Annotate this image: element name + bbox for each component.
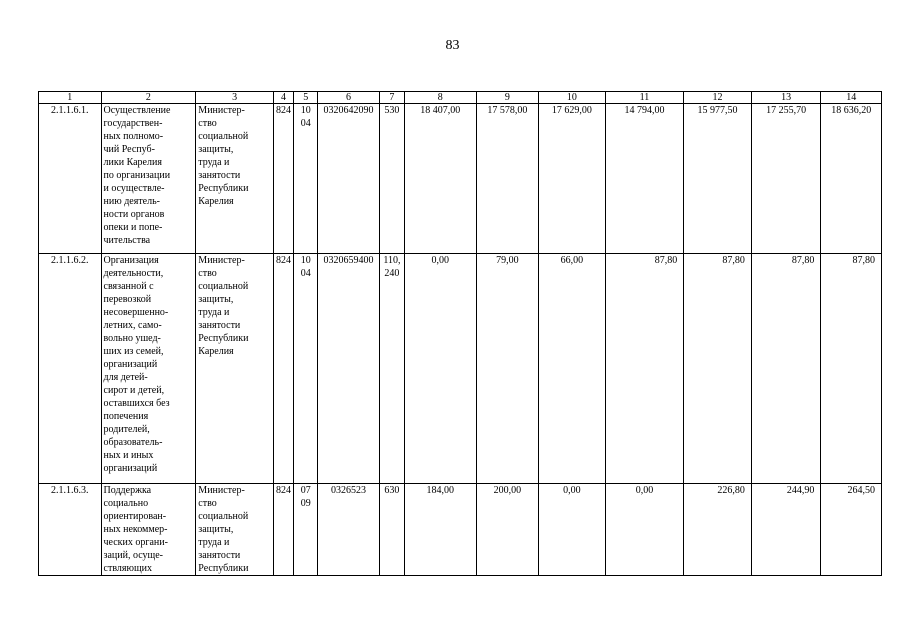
row-expense-type: 630: [379, 484, 404, 576]
row-grbs: 824: [273, 254, 293, 484]
row-expense-type: 110, 240: [379, 254, 404, 484]
row-code: 2.1.1.6.1.: [39, 104, 102, 254]
row-name: Поддержка социально ориентирован- ных некоммер- ческих органи- заций, осуще- ствляющих: [101, 484, 196, 576]
row-value-col9: 200,00: [476, 484, 539, 576]
row-value-col10: 66,00: [539, 254, 606, 484]
header-row: [39, 92, 882, 104]
column-header: 7: [379, 92, 404, 104]
row-value-col8: 184,00: [404, 484, 476, 576]
table-row: [39, 254, 882, 484]
row-value-col13: 87,80: [751, 254, 821, 484]
row-expense-type: 530: [379, 104, 404, 254]
row-ministry: Министер- ство социальной защиты, труда и занятости Республики Карелия: [196, 254, 274, 484]
row-target-article: 0326523: [318, 484, 380, 576]
column-header: 14: [821, 92, 882, 104]
row-section: 10 04: [294, 254, 318, 484]
column-header: 13: [751, 92, 821, 104]
row-value-col13: 244,90: [751, 484, 821, 576]
column-header: 5: [294, 92, 318, 104]
row-name: Осуществление государствен- ных полномо- чий Респуб- лики Карелия по организации и осуществле- нию деятель- ности органов опеки и попе- чительства: [101, 104, 196, 254]
row-value-col12: 226,80: [684, 484, 752, 576]
column-header: 1: [39, 92, 102, 104]
column-header: 9: [476, 92, 539, 104]
row-target-article: 0320659400: [318, 254, 380, 484]
column-header: 4: [273, 92, 293, 104]
row-code: 2.1.1.6.3.: [39, 484, 102, 576]
row-value-col10: 17 629,00: [539, 104, 606, 254]
column-header: 6: [318, 92, 380, 104]
row-value-col8: 0,00: [404, 254, 476, 484]
row-value-col14: 87,80: [821, 254, 882, 484]
budget-table: [38, 91, 882, 576]
row-section: 10 04: [294, 104, 318, 254]
column-header: 2: [101, 92, 196, 104]
row-value-col11: 14 794,00: [605, 104, 684, 254]
column-header: 12: [684, 92, 752, 104]
row-value-col14: 264,50: [821, 484, 882, 576]
row-value-col11: 87,80: [605, 254, 684, 484]
column-header: 3: [196, 92, 274, 104]
row-target-article: 0320642090: [318, 104, 380, 254]
row-value-col12: 15 977,50: [684, 104, 752, 254]
row-value-col12: 87,80: [684, 254, 752, 484]
table-row: [39, 104, 882, 254]
row-ministry: Министер- ство социальной защиты, труда и занятости Республики Карелия: [196, 104, 274, 254]
row-value-col9: 17 578,00: [476, 104, 539, 254]
row-value-col11: 0,00: [605, 484, 684, 576]
table-row: [39, 484, 882, 576]
row-value-col8: 18 407,00: [404, 104, 476, 254]
row-grbs: 824: [273, 484, 293, 576]
row-ministry: Министер- ство социальной защиты, труда и занятости Республики: [196, 484, 274, 576]
row-section: 07 09: [294, 484, 318, 576]
column-header: 8: [404, 92, 476, 104]
row-value-col13: 17 255,70: [751, 104, 821, 254]
column-header: 10: [539, 92, 606, 104]
row-name: Организация деятельности, связанной с перевозкой несовершенно- летних, само- вольно ушед- ших из семей, организаций для детей- сирот и детей, оставшихся без попечения родителей, образователь- ных и иных организаций: [101, 254, 196, 484]
column-header: 11: [605, 92, 684, 104]
row-value-col14: 18 636,20: [821, 104, 882, 254]
row-value-col9: 79,00: [476, 254, 539, 484]
row-grbs: 824: [273, 104, 293, 254]
page-number: 83: [445, 38, 460, 53]
row-value-col10: 0,00: [539, 484, 606, 576]
row-code: 2.1.1.6.2.: [39, 254, 102, 484]
